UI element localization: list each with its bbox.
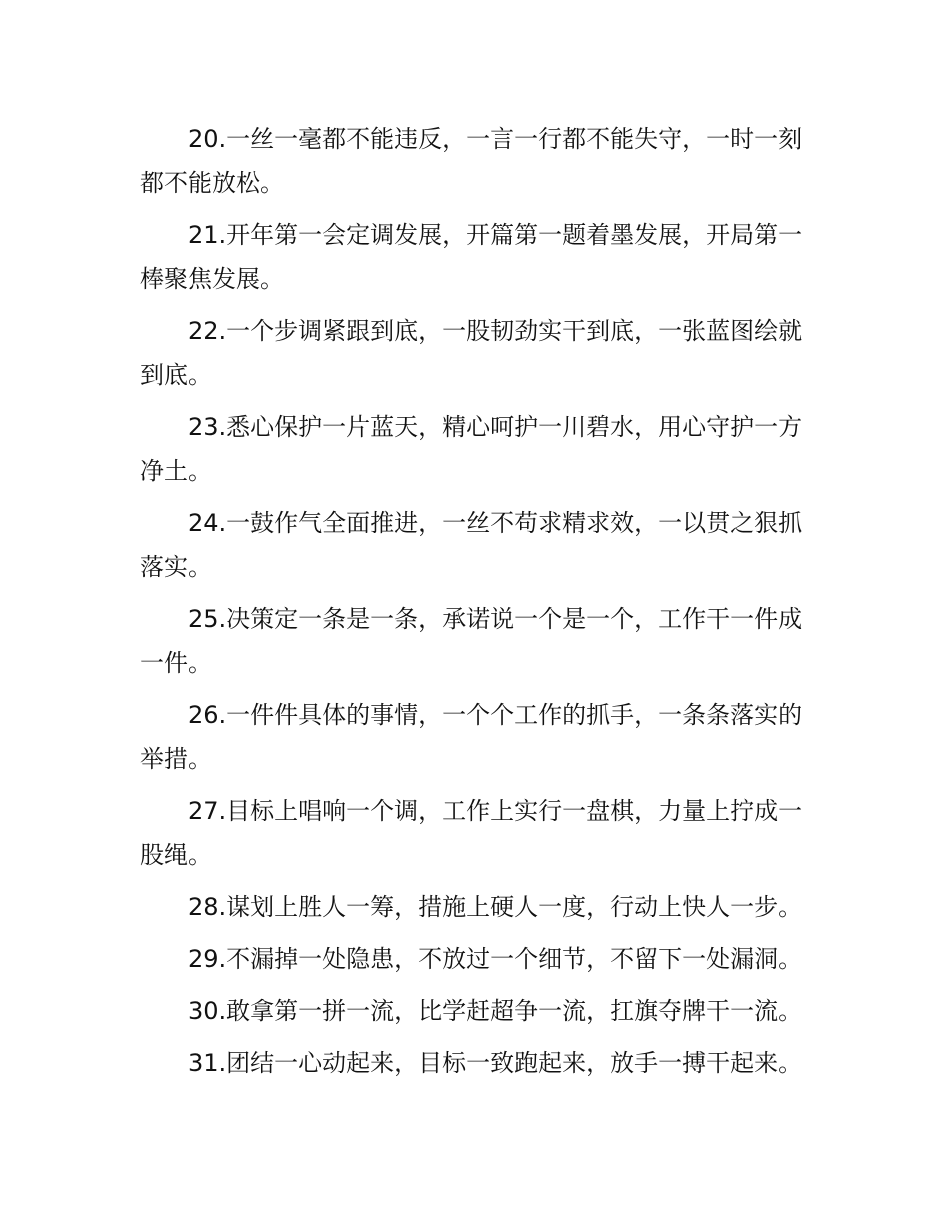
paragraph-30: 30.敢拿第一拼一流，比学赶超争一流，扛旗夺牌干一流。 [188, 997, 803, 1025]
paragraph-22: 22.一个步调紧跟到底，一股韧劲实干到底，一张蓝图绘就到底。 [140, 317, 803, 389]
paragraph-26: 26.一件件具体的事情，一个个工作的抓手，一条条落实的举措。 [140, 701, 803, 773]
paragraph-27: 27.目标上唱响一个调，工作上实行一盘棋，力量上拧成一股绳。 [140, 797, 803, 869]
paragraph-29: 29.不漏掉一处隐患，不放过一个细节，不留下一处漏洞。 [188, 945, 803, 973]
paragraph-25: 25.决策定一条是一条，承诺说一个是一个，工作干一件成一件。 [140, 605, 803, 677]
paragraph-20: 20.一丝一毫都不能违反，一言一行都不能失守，一时一刻都不能放松。 [140, 125, 803, 197]
paragraph-21: 21.开年第一会定调发展，开篇第一题着墨发展，开局第一棒聚焦发展。 [140, 221, 803, 293]
paragraph-31: 31.团结一心动起来，目标一致跑起来，放手一搏干起来。 [188, 1049, 803, 1077]
document-body [140, 117, 812, 1093]
paragraph-23: 23.悉心保护一片蓝天，精心呵护一川碧水，用心守护一方净土。 [140, 413, 803, 485]
paragraph-28: 28.谋划上胜人一筹，措施上硬人一度，行动上快人一步。 [188, 893, 803, 921]
paragraph-24: 24.一鼓作气全面推进，一丝不苟求精求效，一以贯之狠抓落实。 [140, 509, 803, 581]
